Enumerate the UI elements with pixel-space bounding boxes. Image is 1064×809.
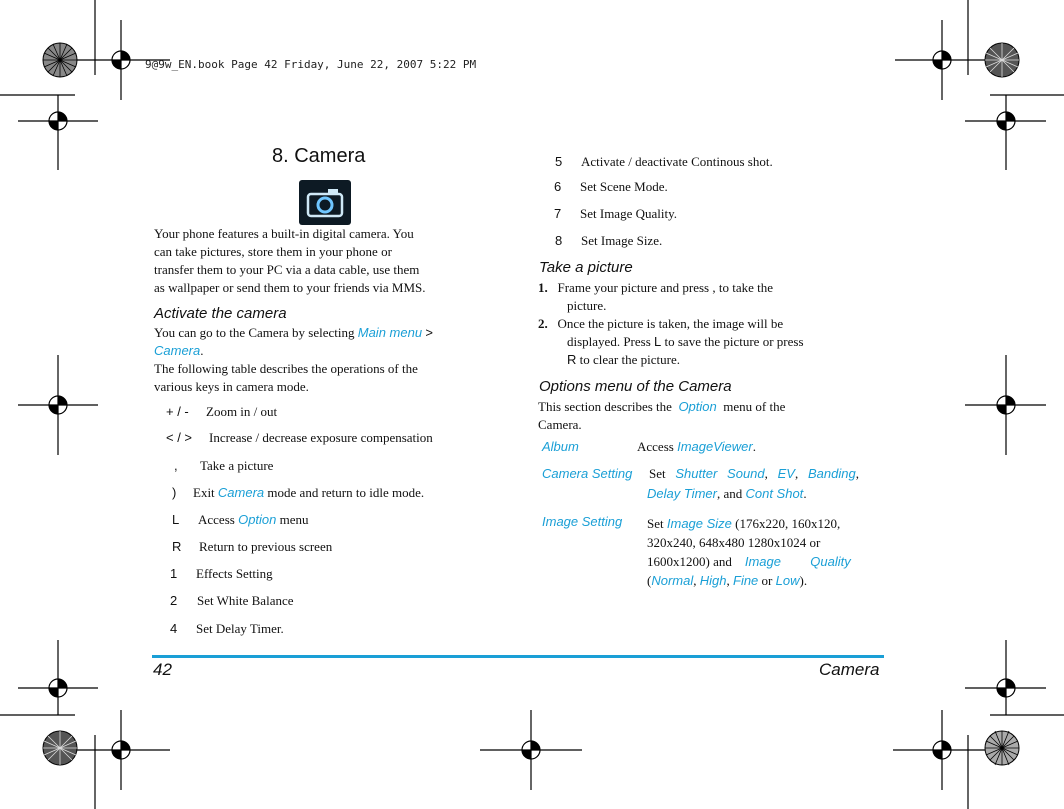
key-row bbox=[174, 458, 273, 474]
image-size-link: Image Size bbox=[666, 516, 732, 531]
crosshair-left-bottom bbox=[18, 640, 98, 715]
comma: , bbox=[764, 466, 768, 481]
option-link: Option bbox=[238, 512, 277, 527]
take-picture-steps bbox=[538, 279, 804, 369]
step-text: picture. bbox=[567, 298, 607, 313]
key-desc: Set White Balance bbox=[197, 593, 294, 608]
key-4: 4 bbox=[170, 621, 178, 636]
starburst-top-left bbox=[43, 43, 77, 77]
sound-link: Sound bbox=[727, 466, 765, 481]
key-desc: menu bbox=[279, 512, 309, 527]
paren: ). bbox=[799, 573, 808, 588]
ev-link: EV bbox=[777, 466, 795, 481]
camera-setting-label: Camera Setting bbox=[542, 466, 633, 481]
options-text: This section describes the bbox=[538, 399, 672, 414]
banding-link: Banding bbox=[807, 466, 856, 481]
imageviewer-link: ImageViewer bbox=[677, 439, 753, 454]
activate-text: various keys in camera mode. bbox=[154, 379, 309, 394]
options-intro bbox=[538, 398, 785, 434]
options-text: 1600x1200) and bbox=[647, 554, 732, 569]
options-text: 320x240, 648x480 1280x1024 or bbox=[647, 535, 821, 550]
camera-menu-link: Camera bbox=[154, 343, 201, 358]
period: . bbox=[752, 439, 756, 454]
key-row bbox=[172, 512, 309, 528]
period: . bbox=[803, 486, 807, 501]
options-text: Access bbox=[637, 439, 674, 454]
key-row bbox=[172, 485, 424, 501]
activate-heading: Activate the camera bbox=[154, 305, 287, 322]
key-5: 5 bbox=[555, 154, 563, 169]
normal-link: Normal bbox=[651, 573, 694, 588]
step-text: displayed. Press bbox=[567, 334, 651, 349]
album-label: Album bbox=[542, 439, 579, 454]
album-desc bbox=[637, 439, 756, 455]
key-row bbox=[166, 430, 433, 446]
key-desc: Set Scene Mode. bbox=[580, 179, 668, 194]
shutter-link: Shutter bbox=[675, 466, 718, 481]
camera-setting-desc bbox=[649, 466, 859, 482]
key-right-soft: R bbox=[172, 539, 182, 554]
options-text: Set bbox=[647, 516, 664, 531]
options-text: menu of the bbox=[723, 399, 786, 414]
key-right-soft: R bbox=[567, 352, 577, 367]
options-text: (176x220, 160x120, bbox=[735, 516, 841, 531]
activate-paragraph bbox=[154, 324, 433, 396]
intro-line: transfer them to your PC via a data cable, use them bbox=[154, 262, 420, 277]
key-desc: Return to previous screen bbox=[199, 539, 333, 554]
key-row bbox=[170, 621, 284, 637]
camera-setting-desc-2 bbox=[647, 486, 807, 502]
step-text: to save the picture or press bbox=[664, 334, 804, 349]
intro-line: as wallpaper or send them to your friends via MMS. bbox=[154, 280, 426, 295]
key-desc: Exit bbox=[193, 485, 215, 500]
period: . bbox=[200, 343, 204, 358]
key-zoom: + / - bbox=[166, 404, 189, 419]
file-stamp: 9@9w_EN.book Page 42 Friday, June 22, 2007 5:22 PM bbox=[145, 58, 477, 71]
image-quality-link: Image bbox=[744, 554, 781, 569]
fine-link: Fine bbox=[733, 573, 759, 588]
activate-text: The following table describes the operations of the bbox=[154, 361, 418, 376]
key-row bbox=[554, 206, 677, 222]
footer-section: Camera bbox=[819, 660, 880, 679]
key-desc: Set Delay Timer. bbox=[196, 621, 284, 636]
key-desc: Effects Setting bbox=[196, 566, 273, 581]
cont-shot-link: Cont Shot bbox=[745, 486, 804, 501]
key-7: 7 bbox=[554, 206, 562, 221]
image-setting-label: Image Setting bbox=[542, 514, 623, 529]
step-number: 2. bbox=[538, 316, 548, 331]
take-picture-heading: Take a picture bbox=[539, 259, 633, 276]
image-setting-desc bbox=[647, 514, 851, 590]
options-text: , and bbox=[716, 486, 743, 501]
option-link: Option bbox=[678, 399, 717, 414]
key-desc: Set Image Quality. bbox=[580, 206, 677, 221]
key-6: 6 bbox=[554, 179, 562, 194]
step-text: Once the picture is taken, the image will be bbox=[557, 316, 784, 331]
starburst-top-right bbox=[985, 43, 1019, 77]
key-row bbox=[555, 233, 662, 249]
key-desc: Access bbox=[198, 512, 235, 527]
footer-rule bbox=[152, 655, 884, 658]
step-number: 1. bbox=[538, 280, 548, 295]
low-link: Low bbox=[775, 573, 800, 588]
key-desc: Zoom in / out bbox=[206, 404, 278, 419]
key-desc: Set Image Size. bbox=[581, 233, 663, 248]
key-row bbox=[166, 404, 277, 420]
intro-paragraph bbox=[154, 225, 426, 297]
key-row bbox=[170, 566, 273, 582]
key-left-soft: L bbox=[172, 512, 180, 527]
key-row bbox=[172, 539, 332, 555]
paren: ( bbox=[647, 573, 652, 588]
key-2: 2 bbox=[170, 593, 178, 608]
page-number: 42 bbox=[153, 660, 172, 679]
options-text: Camera. bbox=[538, 417, 582, 432]
options-text: or bbox=[761, 573, 773, 588]
chapter-title: 8. Camera bbox=[272, 145, 366, 167]
crosshair-right-bottom bbox=[965, 640, 1046, 715]
comma: , bbox=[693, 573, 697, 588]
high-link: High bbox=[699, 573, 727, 588]
crosshair-left-top bbox=[18, 95, 98, 170]
comma: , bbox=[855, 466, 859, 481]
step-text: to clear the picture. bbox=[579, 352, 680, 367]
step-text: Frame your picture and press , to take the bbox=[557, 280, 774, 295]
key-row bbox=[554, 179, 668, 195]
options-text: Set bbox=[649, 466, 666, 481]
key-8: 8 bbox=[555, 233, 563, 248]
key-desc: Activate / deactivate Continous shot. bbox=[581, 154, 773, 169]
options-heading: Options menu of the Camera bbox=[539, 378, 732, 395]
intro-line: can take pictures, store them in your phone or bbox=[154, 244, 392, 259]
key-row bbox=[170, 593, 294, 609]
key-left-soft: L bbox=[654, 334, 662, 349]
arrow-glyph: > bbox=[425, 325, 433, 340]
activate-text: You can go to the Camera by selecting bbox=[154, 325, 355, 340]
starburst-bottom-right bbox=[985, 731, 1019, 765]
key-desc: mode and return to idle mode. bbox=[267, 485, 425, 500]
key-row bbox=[555, 154, 773, 170]
key-capture: , bbox=[174, 458, 178, 473]
starburst-bottom-left bbox=[43, 731, 77, 765]
comma: , bbox=[794, 466, 799, 481]
key-1: 1 bbox=[170, 566, 178, 581]
main-menu-link: Main menu bbox=[357, 325, 423, 340]
image-quality-link: Quality bbox=[810, 554, 851, 569]
key-exposure: < / > bbox=[166, 430, 193, 445]
crosshair-right-top bbox=[965, 95, 1046, 170]
key-exit: ) bbox=[172, 485, 177, 500]
comma: , bbox=[726, 573, 730, 588]
delay-timer-link: Delay Timer bbox=[647, 486, 717, 501]
camera-mode-link: Camera bbox=[217, 485, 265, 500]
intro-line: Your phone features a built-in digital camera. You bbox=[154, 226, 414, 241]
camera-icon bbox=[299, 180, 351, 225]
key-desc: Take a picture bbox=[200, 458, 274, 473]
key-desc: Increase / decrease exposure compensation bbox=[209, 430, 433, 445]
